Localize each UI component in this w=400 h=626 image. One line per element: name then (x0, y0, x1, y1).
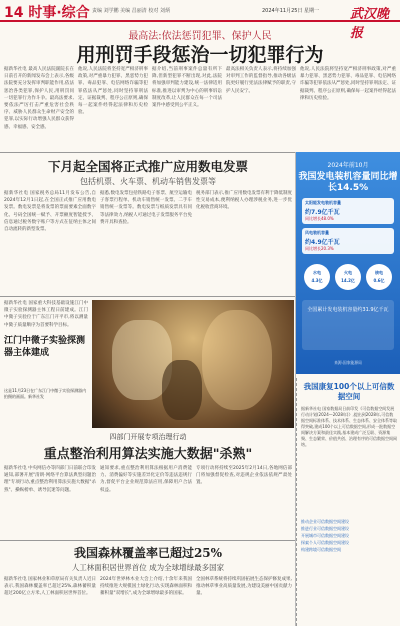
total-text: 全国累计发电装机容量约31.9亿千瓦 (307, 307, 389, 313)
invoice-column-3: 税务部门表示,推广应用数电发票有利于降低制度性交易成本,便利纳税人办理涉税业务,进一步优化税收营商环境。 (196, 191, 292, 211)
solar-card (302, 198, 394, 224)
data-space-headline: 我国康复100个以上可信数据空间 (303, 382, 395, 401)
data-space-text: 据新华社电 国家数据局日前印发《可信数据空间发展行动计划(2024—2028年)》,提出到2028年,可信数据空间标准体系、技术体系、生态体系、安全体系等取得突破,建成100个以上可信数据空间,形成一批数据空间解决方案和最佳实践,基本建成广泛互联、资源集聚、生态繁荣、价值共创、治理有序的可信数据空间网络。 (301, 406, 397, 447)
column-divider (295, 152, 296, 626)
forest-subtitle: 人工林面积居世界首位 成为全球增绿最多国家 (71, 563, 225, 572)
wind-label: 风电装机容量 (305, 230, 329, 235)
lead-column-4: 最高法相关负责人表示,将持续加强对审判工作的监督指导,推动各级法院更好履行宪法法律赋予的职责,守护人民安宁。 (226, 67, 296, 94)
nuclear-dot (366, 264, 392, 290)
lead-column-1: 据新华社电 最高人民法院副院长在日前召开的新闻发布会上表示,各级法院要充分发挥审判职能作用,依法惩治各类犯罪,保护人民,用刑罚同一切犯罪行为作斗争。最高法要求,要依法严厉打击严重危害社会秩序、威胁人民群众生命财产安全的犯罪,以实际行动增强人民群众获得感、幸福感、安全感。 (4, 67, 74, 130)
algorithm-column-2: 通知要求,重点整治利用算法根据用户消费能力、消费偏好等实施差异化定价等违法违规行为,督促平台企业规范算法应用,保障用户合法权益。 (100, 466, 192, 493)
data-space-box (296, 378, 400, 626)
lead-headline: 用刑罚手段惩治一切犯罪行为 (76, 44, 324, 66)
nuclear-label: 核电 (375, 270, 383, 275)
algorithm-column-3: 专项行动将持续至2025年2月14日,各地网信部门将加强督促检查,对违规企业依法依规严肃处置。 (196, 466, 292, 486)
forest-column-2: 2024年世界林木业大会上介绍,十余年来我国持续推进大规模国土绿化行动,实现森林面积和蓄积量"双增长",成为全球增绿最多的国家。 (100, 577, 192, 597)
wind-growth: 同比增长20.3% (305, 246, 334, 251)
hydro-value: 4.3亿 (311, 278, 323, 283)
forest-column-3: 全国林草系统将持续巩固拓展生态保护修复成果,推动林草事业高质量发展,为建设美丽中国贡献力量。 (196, 577, 292, 597)
total-box (302, 300, 394, 350)
list-item: 构建跨境可信数据空间 (301, 547, 341, 552)
hydro-label: 水电 (313, 270, 321, 275)
divider (0, 152, 296, 153)
nuclear-value: 0.6亿 (373, 278, 385, 283)
solar-value: 约7.9亿千瓦 (305, 209, 340, 216)
newspaper-logo: 武汉晚报 (350, 7, 390, 41)
issue-date: 2024年11月25日 星期一 (262, 8, 320, 14)
lead-column-5: 他说,人民法院将坚持宽严相济刑事政策,对严重暴力犯罪、黑恶势力犯罪、毒品犯罪、电信网络诈骗等犯罪依法从严惩处,同时坚持罪刑法定、证据裁判、程序公正原则,确保每一起案件经得起法律和历史检验。 (300, 67, 396, 101)
list-item: 探索个人可信数据空间建设 (301, 540, 349, 545)
algorithm-kicker: 四部门开展专项治理行动 (109, 433, 187, 441)
lead-column-2: 他说,人民法院将坚持宽严相济刑事政策,对严重暴力犯罪、黑恶势力犯罪、毒品犯罪、电信网络诈骗等犯罪依法从严惩处,同时坚持罪刑法定、证据裁判、程序公正原则,确保每一起案件经得起法律和历史检验。 (78, 67, 148, 116)
infographic-period: 2024年前10月 (327, 162, 369, 169)
divider (0, 296, 296, 297)
neutrino-text: 据新华社电 国家重大科技基础设施江门中微子实验探测器主体工程日前建成。江门中微子实验位于广东江门开平市,将以测量中微子质量顺序为首要科学目标。 (4, 301, 88, 328)
solar-growth: 同比增长48.0% (305, 216, 334, 221)
infographic-source: 来源:国家能源局 (334, 360, 362, 365)
power-capacity-infographic (296, 152, 400, 374)
wind-value: 约4.9亿千瓦 (305, 239, 340, 246)
list-item: 开展城市可信数据空间建设 (301, 533, 349, 538)
forest-column-1: 据新华社电 国家林业和草原局有关负责人近日表示,我国森林覆盖率已超过25%,森林蓄积量超过200亿立方米,人工林面积居世界首位。 (4, 577, 96, 597)
infographic-title: 我国发电装机容量同比增长14.5% (298, 172, 398, 193)
data-space-list (301, 518, 397, 553)
invoice-subtitle: 包括机票、火车票、机动车销售发票等 (80, 177, 216, 186)
list-item: 推动企业可信数据空间建设 (301, 519, 349, 524)
forest-headline: 我国森林覆盖率已超过25% (73, 546, 223, 560)
thermal-value: 14.2亿 (341, 278, 355, 283)
detector-photo (92, 300, 294, 428)
algorithm-column-1: 据新华社电 中央网信办等四部门日前联合印发通知,部署开展"清朗·网络平台算法典型问题治理"专项行动,重点整治利用算法实施大数据"杀熟"、操纵榜单、诱导沉迷等问题。 (4, 466, 96, 493)
solar-label: 太阳能发电装机容量 (305, 200, 341, 205)
thermal-label: 火电 (344, 270, 352, 275)
editors-line: 责编 刘学鹏 美编 昌丽清 校对 刘炳 (92, 8, 170, 14)
hydro-dot (304, 264, 330, 290)
lead-column-3: 据介绍,当前刑事案件总量有所下降,但新型犯罪不断出现,对此,法院将加强审判能力建设,统一法律适用标准,推进以审判为中心的刑事诉讼制度改革,让人民群众在每一个司法案件中感受到公平正义。 (152, 67, 222, 109)
neutrino-headline: 江门中微子实验探测器主体建成 (4, 336, 86, 358)
photo-caption: 这是11月23日在广东江门中微子实验探测器内拍摄的画面。新华社发 (4, 388, 87, 399)
section-label: 14 时事·综合 (4, 5, 90, 21)
divider (0, 540, 296, 541)
algorithm-headline: 重点整治利用算法实施大数据"杀熟" (43, 447, 253, 462)
invoice-headline: 下月起全国将正式推广应用数电发票 (47, 159, 248, 174)
invoice-column-2: 据悉,数电发票包括铁路电子客票、航空运输电子客票行程单、机动车销售统一发票、二手车销售统一发票等。数电发票与纸质发票具有同等法律效力,纳税人可通过电子发票服务平台免费开具和查验。 (100, 191, 192, 225)
invoice-column-1: 据新华社电 国家税务总局11月发布公告,自2024年12月1日起,在全国正式推广应用数电发票。数电发票是将发票的票面要素全面数字化、号码全国统一赋予、开票额度智能授予、信息通过税务数字账户等方式在征纳主体之间自动流转的新型发票。 (4, 191, 96, 233)
thermal-dot (335, 264, 361, 290)
lead-kicker: 最高法:依法惩罚犯罪、保护人民 (128, 31, 272, 42)
wind-card (302, 228, 394, 254)
list-item: 推进行业可信数据空间建设 (301, 526, 349, 531)
